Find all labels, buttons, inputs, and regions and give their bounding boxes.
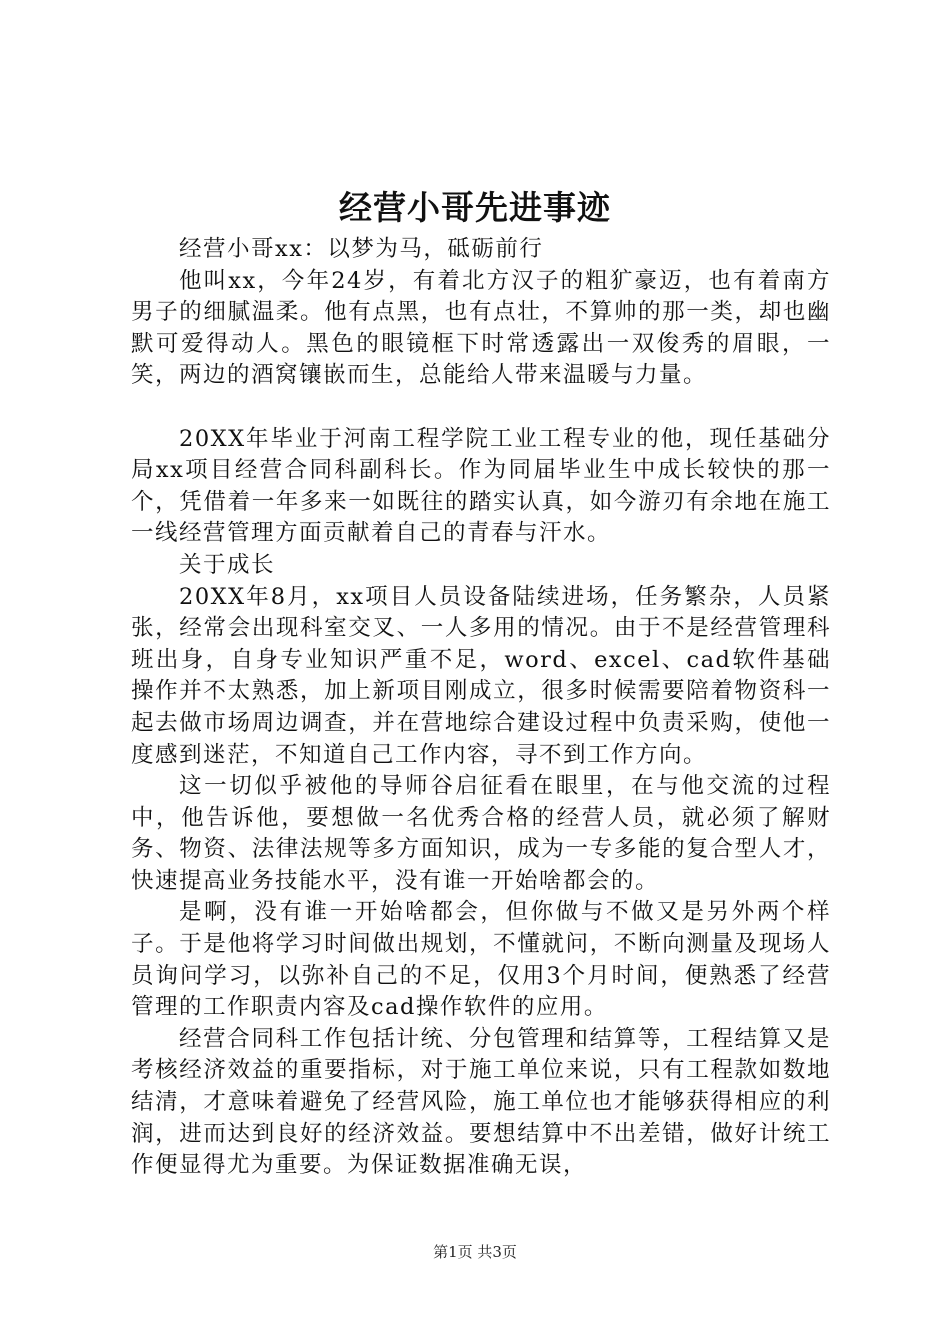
paragraph: 20XX年毕业于河南工程学院工业工程专业的他，现任基础分局xx项目经营合同科副科长。作为同届毕业生中成长较快的那一个，凭借着一年多来一如既往的踏实认真，如今游刃有余地在施工一线经营管理方面贡献着自己的青春与汗水。 (131, 425, 831, 547)
paragraph: 他叫xx，今年24岁，有着北方汉子的粗犷豪迈，也有着南方男子的细腻温柔。他有点黑，也有点壮，不算帅的那一类，却也幽默可爱得动人。黑色的眼镜框下时常透露出一双俊秀的眉眼，一笑，两边的酒窝镶嵌而生，总能给人带来温暖与力量。 (131, 267, 831, 389)
page-footer: 第1页 共3页 (433, 1243, 517, 1261)
paragraph: 经营合同科工作包括计统、分包管理和结算等，工程结算又是考核经济效益的重要指标，对于施工单位来说，只有工程款如数地结清，才意味着避免了经营风险，施工单位也才能够获得相应的利润，进而达到良好的经济效益。要想结算中不出差错，做好计统工作便显得尤为重要。为保证数据准确无误， (131, 1025, 831, 1179)
paragraph-subtitle: 经营小哥xx：以梦为马，砥砺前行 (179, 236, 544, 262)
document-title: 经营小哥先进事迹 (339, 188, 611, 227)
paragraph: 是啊，没有谁一开始啥都会，但你做与不做又是另外两个样子。于是他将学习时间做出规划，不懂就问，不断向测量及现场人员询问学习，以弥补自己的不足，仅用3个月时间，便熟悉了经营管理的工作职责内容及cad操作软件的应用。 (131, 899, 831, 1021)
paragraph: 20XX年8月，xx项目人员设备陆续进场，任务繁杂，人员紧张，经常会出现科室交叉、一人多用的情况。由于不是经营管理科班出身，自身专业知识严重不足，word、excel、cad软件基础操作并不太熟悉，加上新项目刚成立，很多时候需要陪着物资科一起去做市场周边调查，并在营地综合建设过程中负责采购，使他一度感到迷茫，不知道自己工作内容，寻不到工作方向。 (131, 583, 831, 768)
document-body (131, 234, 831, 1182)
paragraph: 这一切似乎被他的导师谷启征看在眼里，在与他交流的过程中，他告诉他，要想做一名优秀合格的经营人员，就必须了解财务、物资、法律法规等多方面知识，成为一专多能的复合型人才，快速提高业务技能水平，没有谁一开始啥都会的。 (131, 773, 831, 894)
section-heading: 关于成长 (179, 551, 276, 578)
